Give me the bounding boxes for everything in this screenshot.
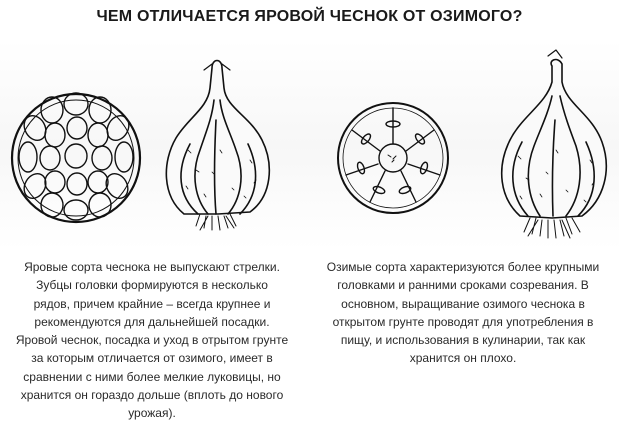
spring-line: рекомендуются для дальнейшей посадки. [34,314,270,329]
winter-line: пищу, и использования в кулинарии, так как [340,333,586,348]
winter-line: Озимые сорта характеризуются более крупными [326,260,600,274]
spring-garlic-description [12,258,292,423]
spring-garlic-bulb [166,61,269,231]
winter-line: открытом грунте проводят для употребления в [332,314,594,329]
spring-line: урожая). [128,406,176,421]
spring-line: за которым отличается от озимого, имеет в [31,351,273,366]
winter-garlic-cross-section [338,103,448,213]
spring-line: рядов, причем крайние – всегда крупнее и [33,296,271,311]
spring-garlic-cross-section [12,93,140,222]
winter-line: хранится он плохо. [409,351,517,366]
winter-line: основном, выращивание озимого чеснока в [341,296,585,311]
spring-line: сравнении с ними более мелкие луковицы, но [23,369,281,384]
winter-garlic-description [318,258,608,368]
winter-garlic-bulb [502,50,607,238]
spring-line: Зубцы головки формируются в несколько [36,278,268,293]
spring-line: Яровой чеснок, посадка и уход в отрытом грунте [15,333,289,348]
spring-line: Яровые сорта чеснока не выпускают стрелки. [24,260,280,274]
page-title: ЧЕМ ОТЛИЧАЕТСЯ ЯРОВОЙ ЧЕСНОК ОТ ОЗИМОГО? [96,8,523,25]
spring-line: хранится он гораздо дольше (вплоть до нового [20,388,284,403]
winter-line: головками и ранними сроками созревания. В [337,278,589,293]
